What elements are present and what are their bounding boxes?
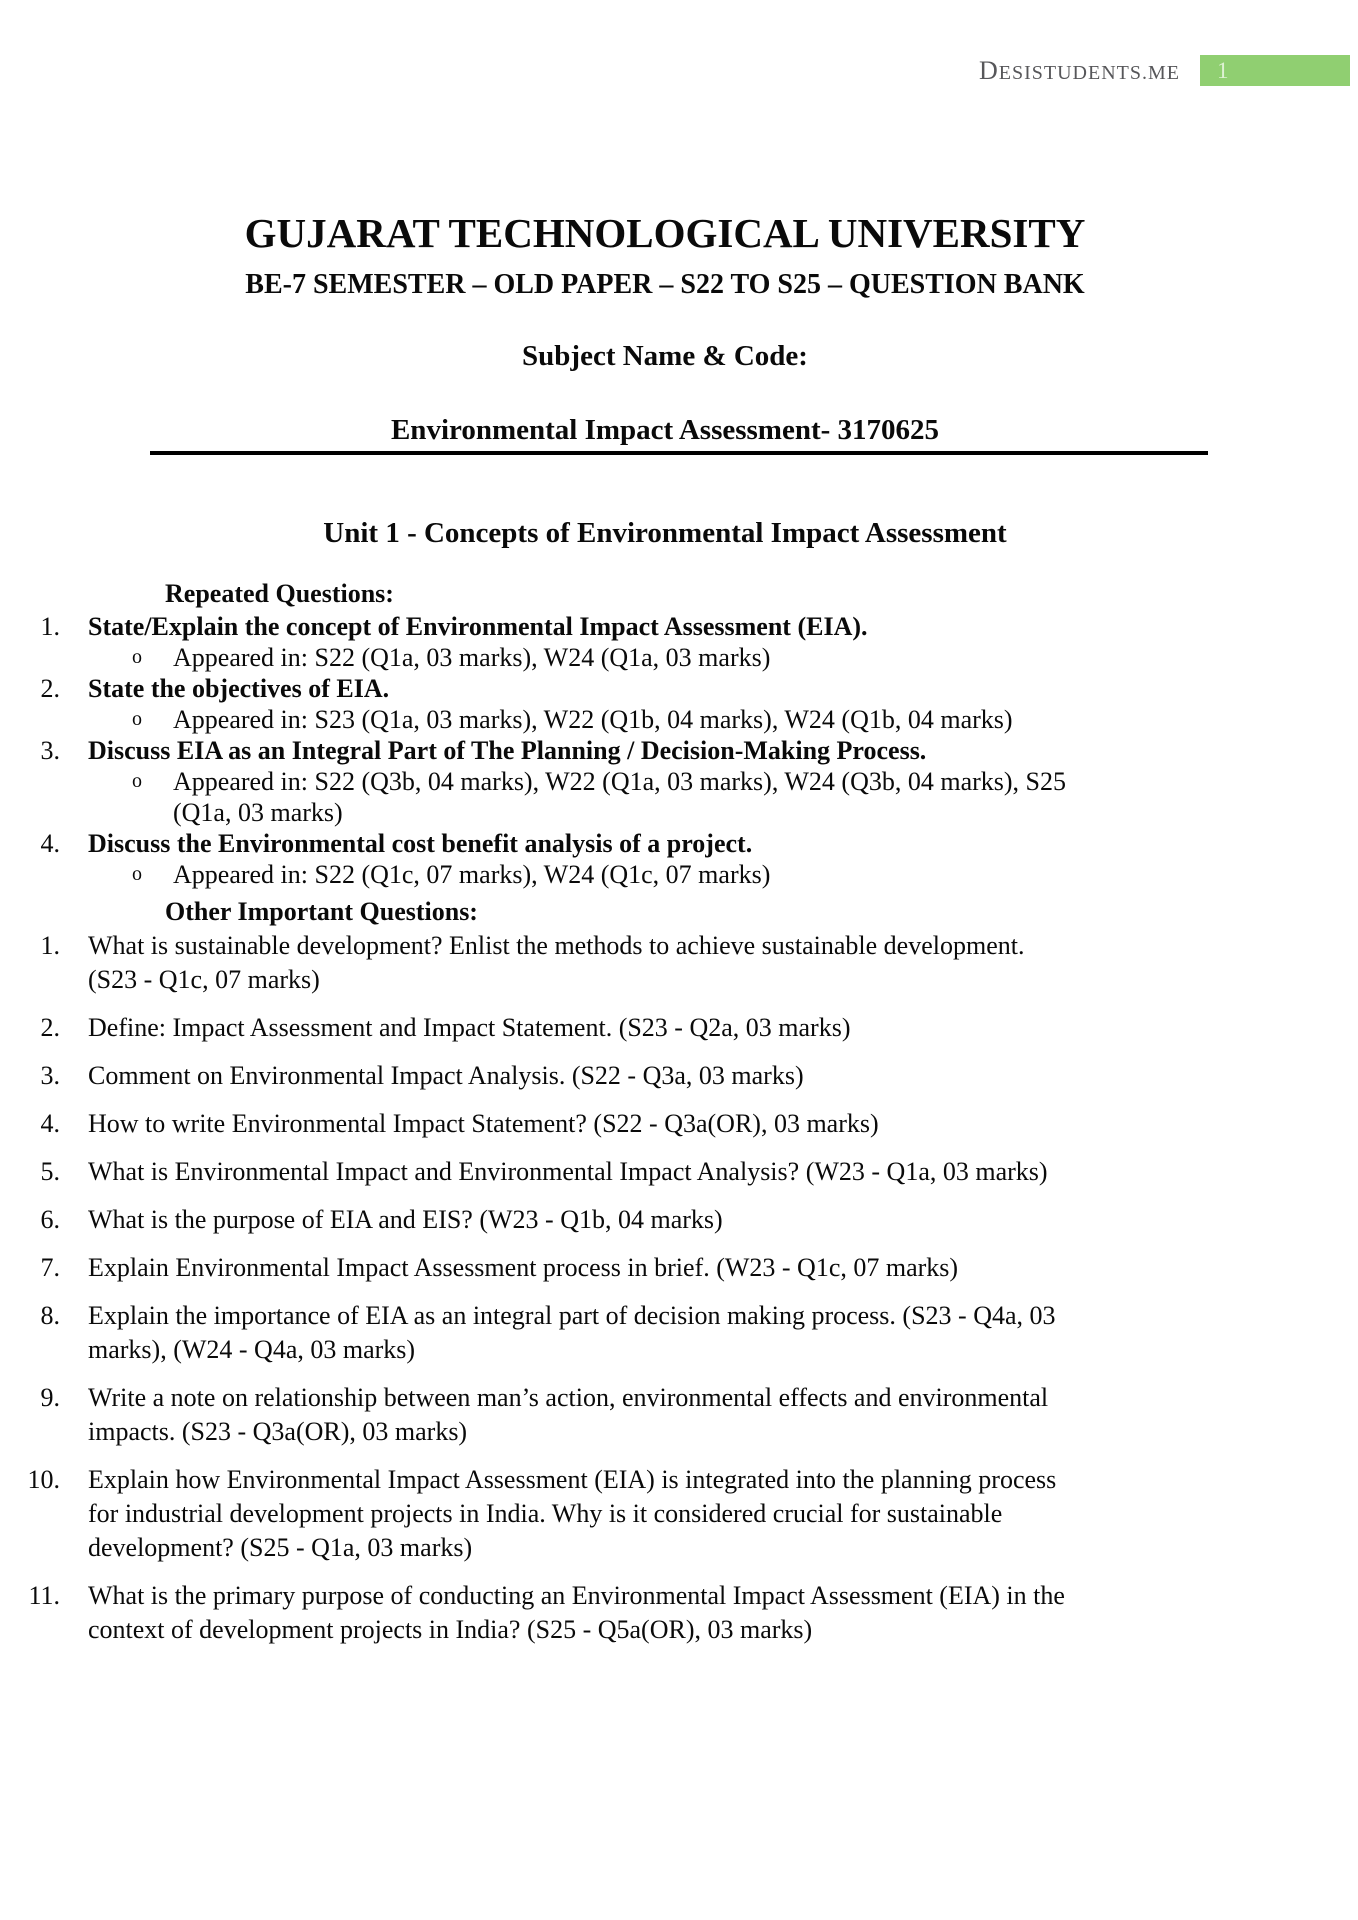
unit-block: [0, 515, 1358, 551]
question-text: Explain how Environmental Impact Assessment (EIA) is integrated into the planning process for industrial development projects in India. Why is it considered crucial for sustainable development? (S25 - Q1a, 03 marks): [88, 1465, 1057, 1562]
subject-value: Environmental Impact Assessment- 3170625: [390, 414, 940, 446]
university-title: GUJARAT TECHNOLOGICAL UNIVERSITY: [244, 210, 1086, 256]
repeated-questions-heading: Repeated Questions:: [165, 579, 394, 608]
question-text: How to write Environmental Impact Statement? (S22 - Q3a(OR), 03 marks): [88, 1109, 879, 1138]
subject-label: Subject Name & Code:: [522, 340, 808, 372]
question-number: 5.: [40, 1157, 60, 1186]
other-question-item: [0, 1299, 1358, 1367]
page-header: [0, 55, 1350, 86]
site-name: DESISTUDENTS.ME: [978, 55, 1180, 85]
appeared-text: Appeared in: S22 (Q1a, 03 marks), W24 (Q1a, 03 marks): [173, 643, 771, 672]
question-number: 6.: [40, 1205, 60, 1234]
appeared-text: Appeared in: S22 (Q3b, 04 marks), W22 (Q1a, 03 marks), W24 (Q3b, 04 marks), S25 (Q1a, 03 marks): [173, 767, 1067, 827]
question-number: 1.: [40, 931, 60, 960]
question-number: 2.: [40, 674, 60, 703]
divider: [150, 451, 1208, 455]
other-question-item: [0, 1251, 1358, 1285]
question-text: Explain Environmental Impact Assessment process in brief. (W23 - Q1c, 07 marks): [88, 1253, 959, 1282]
other-question-item: [0, 1579, 1358, 1647]
other-question-item: [0, 1381, 1358, 1449]
question-text: Discuss EIA as an Integral Part of The Planning / Decision-Making Process.: [88, 736, 927, 765]
circle-bullet-marker: o: [132, 708, 142, 730]
page-number: 1: [1217, 58, 1229, 83]
circle-bullet-marker: o: [132, 863, 142, 885]
question-number: 3.: [40, 736, 60, 765]
other-question-item: [0, 1107, 1358, 1141]
question-text: Write a note on relationship between man’s action, environmental effects and environmental impacts. (S23 - Q3a(OR), 03 marks): [88, 1383, 1049, 1446]
unit-title: Unit 1 - Concepts of Environmental Impact Assessment: [323, 517, 1007, 549]
appeared-line: [132, 766, 1358, 828]
other-question-item: [0, 1059, 1358, 1093]
appeared-line: [132, 642, 1358, 673]
repeated-question-item: [0, 735, 1358, 828]
repeated-question-list: [0, 611, 1358, 890]
page-number-badge: [1200, 55, 1350, 86]
title-block: [0, 209, 1358, 448]
other-question-item: [0, 1463, 1358, 1565]
question-number: 1.: [40, 612, 60, 641]
question-number: 2.: [40, 1013, 60, 1042]
paper-subtitle: BE-7 SEMESTER – OLD PAPER – S22 TO S25 – QUESTION BANK: [245, 269, 1085, 300]
question-number: 3.: [40, 1061, 60, 1090]
other-questions-heading: Other Important Questions:: [165, 897, 478, 926]
question-number: 10.: [27, 1465, 60, 1494]
other-question-item: [0, 1155, 1358, 1189]
repeated-question-item: [0, 673, 1358, 735]
question-line: [0, 828, 1358, 859]
question-text: State/Explain the concept of Environmental Impact Assessment (EIA).: [88, 612, 868, 641]
question-text: Discuss the Environmental cost benefit analysis of a project.: [88, 829, 753, 858]
other-question-list: [0, 929, 1358, 1647]
appeared-line: [132, 704, 1358, 735]
circle-bullet-marker: o: [132, 770, 142, 792]
question-line: [0, 673, 1358, 704]
question-text: Explain the importance of EIA as an integral part of decision making process. (S23 - Q4a, 03 marks), (W24 - Q4a, 03 marks): [88, 1301, 1056, 1364]
question-number: 11.: [28, 1581, 60, 1610]
question-line: [0, 611, 1358, 642]
other-question-item: [0, 1203, 1358, 1237]
question-number: 4.: [40, 1109, 60, 1138]
other-question-item: [0, 929, 1358, 997]
question-text: Comment on Environmental Impact Analysis. (S22 - Q3a, 03 marks): [88, 1061, 804, 1090]
question-number: 9.: [40, 1383, 60, 1412]
repeated-question-item: [0, 611, 1358, 673]
question-text: Define: Impact Assessment and Impact Statement. (S23 - Q2a, 03 marks): [88, 1013, 851, 1042]
appeared-line: [132, 859, 1358, 890]
circle-bullet-marker: o: [132, 646, 142, 668]
question-number: 7.: [40, 1253, 60, 1282]
question-line: [0, 735, 1358, 766]
question-text: What is sustainable development? Enlist the methods to achieve sustainable development. (S23 - Q1c, 07 marks): [88, 931, 1025, 994]
repeated-question-item: [0, 828, 1358, 890]
question-number: 8.: [40, 1301, 60, 1330]
appeared-text: Appeared in: S23 (Q1a, 03 marks), W22 (Q1b, 04 marks), W24 (Q1b, 04 marks): [173, 705, 1013, 734]
other-question-item: [0, 1011, 1358, 1045]
question-text: What is the primary purpose of conducting an Environmental Impact Assessment (EIA) in the context of development projects in India? (S25 - Q5a(OR), 03 marks): [88, 1581, 1065, 1644]
question-number: 4.: [40, 829, 60, 858]
appeared-text: Appeared in: S22 (Q1c, 07 marks), W24 (Q1c, 07 marks): [173, 860, 771, 889]
question-text: What is Environmental Impact and Environmental Impact Analysis? (W23 - Q1a, 03 marks): [88, 1157, 1048, 1186]
question-text: What is the purpose of EIA and EIS? (W23 - Q1b, 04 marks): [88, 1205, 723, 1234]
question-text: State the objectives of EIA.: [88, 674, 390, 703]
